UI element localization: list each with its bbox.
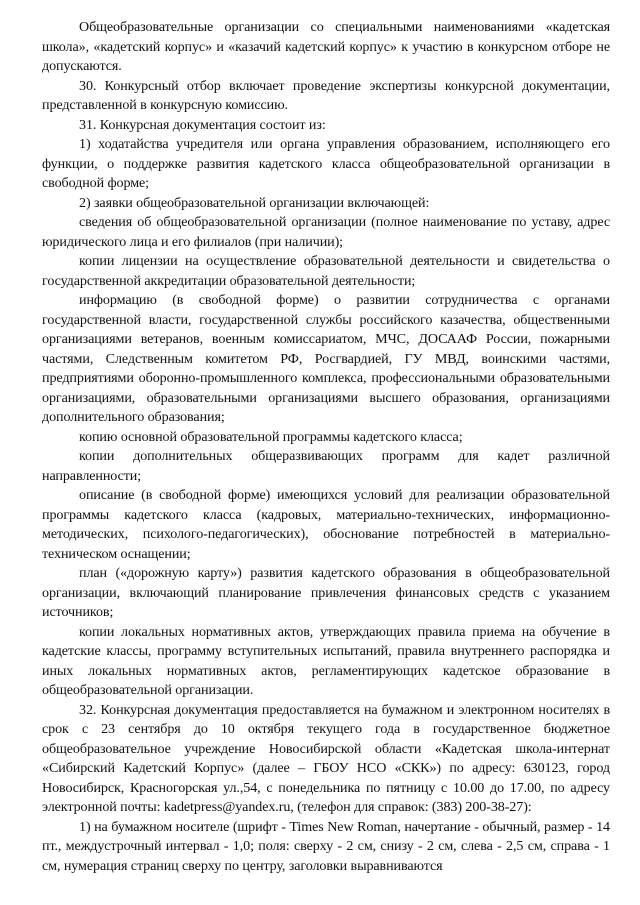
paragraph-conditions-description: описание (в свободной форме) имеющихся условий для реализации образовательной программы кадетского класса (кадровых, материально-технических, информационно-методических, психолого-педагогических), обоснование потребностей в материально-техническом оснащении;: [42, 487, 610, 562]
paragraph-cooperation-info: информацию (в свободной форме) о развитии сотрудничества с органами государственной власти, государственной службы российского казачества, общественными организациями ветеранов, военным комиссариатом, МЧС, ДОСААФ России, пожарными частями, Следственным комитетом РФ, Росгвардией, ГУ МВД, воинскими частями, предприятиями оборонно-промышленного комплекса, профессиональными образовательными организациями, образовательными организациями высшего образования, организациями дополнительного образования;: [42, 292, 610, 425]
paragraph-org-info: сведения об общеобразовательной организации (полное наименование по уставу, адрес юридического лица и его филиалов (при наличии);: [42, 214, 610, 250]
paragraph-32-item-1-paper: 1) на бумажном носителе (шрифт - Times New Roman, начертание - обычный, размер - 14 пт., междустрочный интервал - 1,0; поля: сверху - 2 см, снизу - 2 см, слева - 2,5 см, справа - 1 см, нумерация страниц сверху по центру, заголовки выравниваются: [42, 818, 610, 874]
paragraph-local-acts: копии локальных нормативных актов, утверждающих правила приема на обучение в кадетские классы, программу вступительных испытаний, правила внутреннего распорядка и иных локальных нормативных актов, регламентирующих кадетское образование в общеобразовательной организации.: [42, 623, 610, 698]
paragraph-30-selection: 30. Конкурсный отбор включает проведение экспертизы конкурсной документации, представленной в конкурсную комиссию.: [42, 77, 610, 113]
document-body: [42, 18, 610, 876]
paragraph-ineligible-organizations: Общеобразовательные организации со специальными наименованиями «кадетская школа», «кадетский корпус» и «казачий кадетский корпус» к участию в конкурсном отборе не допускаются.: [42, 19, 610, 74]
paragraph-additional-programs: копии дополнительных общеразвивающих программ для кадет различной направленности;: [42, 448, 610, 484]
paragraph-roadmap: план («дорожную карту») развития кадетского образования в общеобразовательной организации, включающий планирование привлечения финансовых средств с указанием источников;: [42, 565, 610, 620]
paragraph-31-item-2: 2) заявки общеобразовательной организации включающей:: [79, 194, 430, 211]
paragraph-32-submission: 32. Конкурсная документация предоставляется на бумажном и электронном носителях в срок с 23 сентября до 10 октября текущего года в государственное бюджетное общеобразовательное учреждение Новосибирской области «Кадетская школа-интернат «Сибирский Кадетский Корпус» (далее – ГБОУ НСО «СКК») по адресу: 630123, город Новосибирск, Красногорская ул.,54, с понедельника по пятницу с 10.00 до 17.00, по адресу электронной почты: kadetpress@yandex.ru, (телефон для справок: (383) 200-38-27):: [42, 701, 610, 815]
paragraph-31-heading: 31. Конкурсная документация состоит из:: [79, 116, 326, 133]
paragraph-main-program: копию основной образовательной программы кадетского класса;: [79, 428, 463, 445]
paragraph-31-item-1: 1) ходатайства учредителя или органа управления образованием, исполняющего его функции, о поддержке развития кадетского класса общеобразовательной организации в свободной форме;: [42, 136, 610, 191]
paragraph-license-copies: копии лицензии на осуществление образовательной деятельности и свидетельства о государственной аккредитации образовательной деятельности;: [42, 253, 610, 289]
